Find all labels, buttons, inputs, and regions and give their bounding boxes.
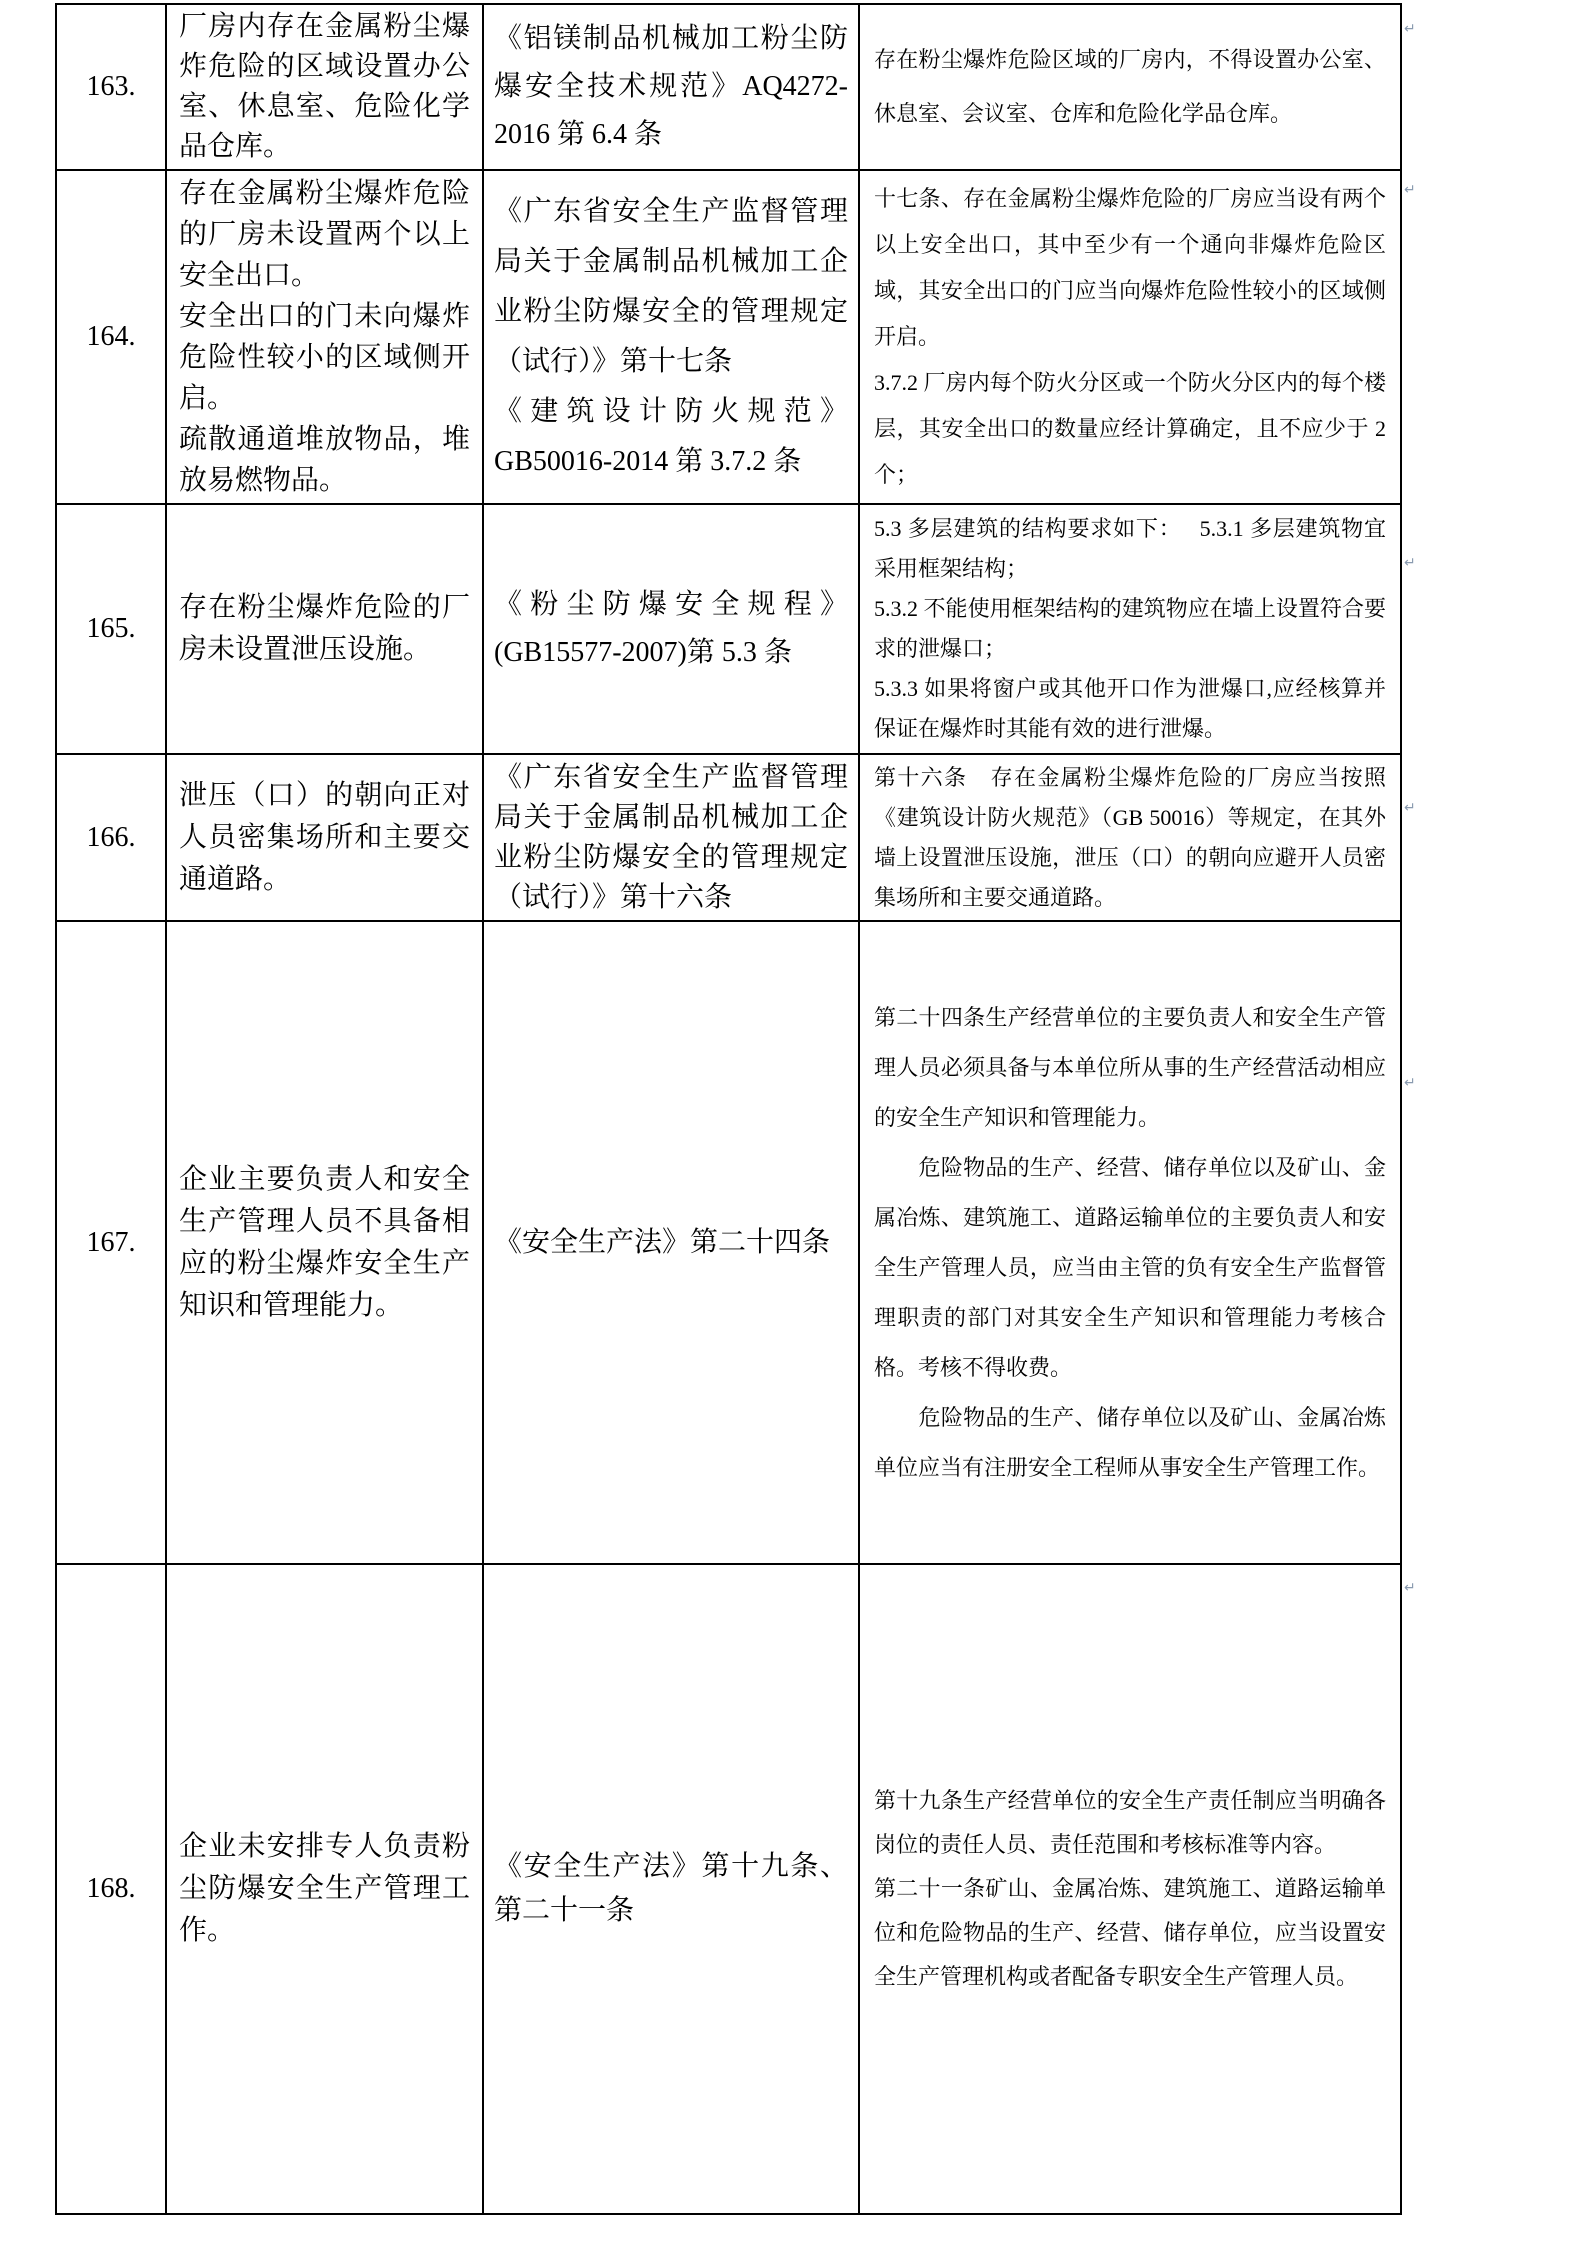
table-row bbox=[56, 170, 1401, 504]
paragraph: 《铝镁制品机械加工粉尘防爆安全技术规范》AQ4272-2016 第 6.4 条 bbox=[494, 23, 848, 150]
legal-basis-cell bbox=[483, 4, 859, 170]
paragraph: 第十六条 存在金属粉尘爆炸危险的厂房应当按照《建筑设计防火规范》（GB 50016）等规定，在其外墙上设置泄压设施，泄压（口）的朝向应避开人员密集场所和主要交通道路。 bbox=[874, 764, 1386, 910]
paragraph: 存在金属粉尘爆炸危险的厂房未设置两个以上安全出口。 bbox=[179, 178, 470, 291]
paragraph: 存在粉尘爆炸危险区域的厂房内，不得设置办公室、休息室、会议室、仓库和危险化学品仓库。 bbox=[874, 47, 1386, 126]
paragraph: 安全出口的门未向爆炸危险性较小的区域侧开启。 bbox=[179, 301, 470, 414]
problem-cell bbox=[166, 754, 483, 921]
row-number-cell: 165. bbox=[56, 504, 166, 754]
table-row bbox=[56, 754, 1401, 921]
paragraph: 泄压（口）的朝向正对人员密集场所和主要交通道路。 bbox=[179, 779, 470, 895]
table-row bbox=[56, 921, 1401, 1564]
table-body bbox=[56, 4, 1401, 2214]
paragraph: 《粉尘防爆安全规程》(GB15577-2007)第 5.3 条 bbox=[494, 589, 848, 668]
legal-basis-cell bbox=[483, 170, 859, 504]
table-row bbox=[56, 504, 1401, 754]
legal-basis-cell bbox=[483, 504, 859, 754]
table-row bbox=[56, 1564, 1401, 2214]
legal-basis-cell bbox=[483, 754, 859, 921]
problem-cell bbox=[166, 504, 483, 754]
paragraph-mark-icon: ↵ bbox=[1404, 1075, 1416, 1091]
problem-cell bbox=[166, 1564, 483, 2214]
table-row bbox=[56, 4, 1401, 170]
paragraph: 第二十四条生产经营单位的主要负责人和安全生产管理人员必须具备与本单位所从事的生产经营活动相应的安全生产知识和管理能力。 bbox=[874, 1004, 1386, 1130]
paragraph: 《建筑设计防火规范》GB50016-2014 第 3.7.2 条 bbox=[494, 396, 848, 477]
row-number-cell: 166. bbox=[56, 754, 166, 921]
problem-cell bbox=[166, 170, 483, 504]
paragraph: 5.3.3 如果将窗户或其他开口作为泄爆口,应经核算并保证在爆炸时其能有效的进行泄爆。 bbox=[874, 676, 1386, 741]
paragraph: 十七条、存在金属粉尘爆炸危险的厂房应当设有两个以上安全出口，其中至少有一个通向非爆炸危险区域，其安全出口的门应当向爆炸危险性较小的区域侧开启。 bbox=[874, 186, 1386, 349]
regulation-content-cell bbox=[859, 170, 1401, 504]
paragraph: 第十九条生产经营单位的安全生产责任制应当明确各岗位的责任人员、责任范围和考核标准等内容。 bbox=[874, 1788, 1386, 1857]
row-number-cell: 164. bbox=[56, 170, 166, 504]
legal-basis-cell bbox=[483, 1564, 859, 2214]
regulation-content-cell bbox=[859, 754, 1401, 921]
problem-cell bbox=[166, 921, 483, 1564]
paragraph: 危险物品的生产、经营、储存单位以及矿山、金属冶炼、建筑施工、道路运输单位的主要负责人和安全生产管理人员，应当由主管的负有安全生产监督管理职责的部门对其安全生产知识和管理能力考核合格。考核不得收费。 bbox=[874, 1154, 1386, 1380]
regulation-content-cell bbox=[859, 1564, 1401, 2214]
row-number-cell: 163. bbox=[56, 4, 166, 170]
paragraph: 企业主要负责人和安全生产管理人员不具备相应的粉尘爆炸安全生产知识和管理能力。 bbox=[179, 1163, 470, 1321]
paragraph: 存在粉尘爆炸危险的厂房未设置泄压设施。 bbox=[179, 592, 470, 665]
row-number-cell: 168. bbox=[56, 1564, 166, 2214]
row-number-cell: 167. bbox=[56, 921, 166, 1564]
paragraph: 《安全生产法》第十九条、第二十一条 bbox=[494, 1851, 848, 1926]
paragraph: 厂房内存在金属粉尘爆炸危险的区域设置办公室、休息室、危险化学品仓库。 bbox=[179, 11, 470, 162]
paragraph: 5.3 多层建筑的结构要求如下： 5.3.1 多层建筑物宜采用框架结构； bbox=[874, 516, 1386, 581]
paragraph: 《安全生产法》第二十四条 bbox=[494, 1226, 831, 1258]
paragraph: 《广东省安全生产监督管理局关于金属制品机械加工企业粉尘防爆安全的管理规定（试行）》第十七条 bbox=[494, 196, 848, 377]
paragraph-mark-icon: ↵ bbox=[1404, 555, 1416, 571]
paragraph: 危险物品的生产、储存单位以及矿山、金属冶炼单位应当有注册安全工程师从事安全生产管理工作。 bbox=[874, 1404, 1386, 1480]
regulation-content-cell bbox=[859, 504, 1401, 754]
paragraph: 疏散通道堆放物品，堆放易燃物品。 bbox=[179, 424, 470, 496]
paragraph: 5.3.2 不能使用框架结构的建筑物应在墙上设置符合要求的泄爆口； bbox=[874, 596, 1386, 661]
regulation-content-cell bbox=[859, 921, 1401, 1564]
paragraph: 3.7.2 厂房内每个防火分区或一个防火分区内的每个楼层，其安全出口的数量应经计算确定，且不应少于 2 个； bbox=[874, 370, 1386, 487]
paragraph: 第二十一条矿山、金属冶炼、建筑施工、道路运输单位和危险物品的生产、经营、储存单位，应当设置安全生产管理机构或者配备专职安全生产管理人员。 bbox=[874, 1876, 1386, 1989]
problem-cell bbox=[166, 4, 483, 170]
paragraph-mark-icon: ↵ bbox=[1404, 21, 1416, 37]
paragraph-mark-icon: ↵ bbox=[1404, 1580, 1416, 1596]
paragraph: 企业未安排专人负责粉尘防爆安全生产管理工作。 bbox=[179, 1831, 470, 1946]
legal-basis-cell bbox=[483, 921, 859, 1564]
paragraph-mark-icon: ↵ bbox=[1404, 182, 1416, 198]
paragraph-mark-icon: ↵ bbox=[1404, 800, 1416, 816]
regulation-content-cell bbox=[859, 4, 1401, 170]
regulation-table bbox=[55, 3, 1402, 2215]
paragraph: 《广东省安全生产监督管理局关于金属制品机械加工企业粉尘防爆安全的管理规定（试行）》第十六条 bbox=[494, 761, 848, 913]
